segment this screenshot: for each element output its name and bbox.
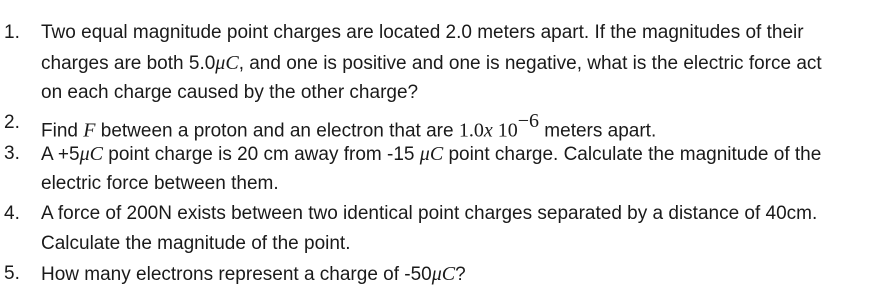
question-2-number: 2. bbox=[4, 112, 20, 133]
microcoulomb-unit: μC bbox=[79, 143, 103, 165]
question-5-text: How many electrons represent a charge of -50μC? bbox=[41, 263, 466, 285]
question-1-text-cont: on each charge caused by the other charge? bbox=[41, 82, 419, 103]
question-3-text-cont: electric force between them. bbox=[41, 173, 279, 194]
question-4-text-cont: Calculate the magnitude of the point. bbox=[41, 233, 351, 254]
question-1-number: 1. bbox=[4, 22, 20, 43]
question-5-number: 5. bbox=[4, 263, 20, 284]
question-3-number: 3. bbox=[4, 143, 20, 164]
question-2-text: Find F between a proton and an electron that are 1.0x $10^{-6}$ meters apart. bbox=[41, 110, 657, 142]
question-4-text: A force of 200N exists between two identical point charges separated by a distance of 40cm. bbox=[41, 203, 818, 224]
microcoulomb-unit: μC bbox=[215, 52, 239, 74]
exponent: −6 bbox=[517, 110, 540, 132]
microcoulomb-unit: μC bbox=[431, 263, 456, 285]
question-3-text: A +5μC point charge is 20 cm away from -15 μC point charge. Calculate the magnitude of the bbox=[41, 143, 822, 165]
question-1-text: Two equal magnitude point charges are located 2.0 meters apart. If the magnitudes of their bbox=[41, 22, 804, 43]
force-symbol: F bbox=[83, 119, 96, 142]
question-1-text-cont: charges are both 5.0μC, and one is positive and one is negative, what is the electric force act bbox=[41, 52, 822, 74]
microcoulomb-unit: μC bbox=[419, 143, 444, 165]
question-4-number: 4. bbox=[4, 203, 20, 224]
